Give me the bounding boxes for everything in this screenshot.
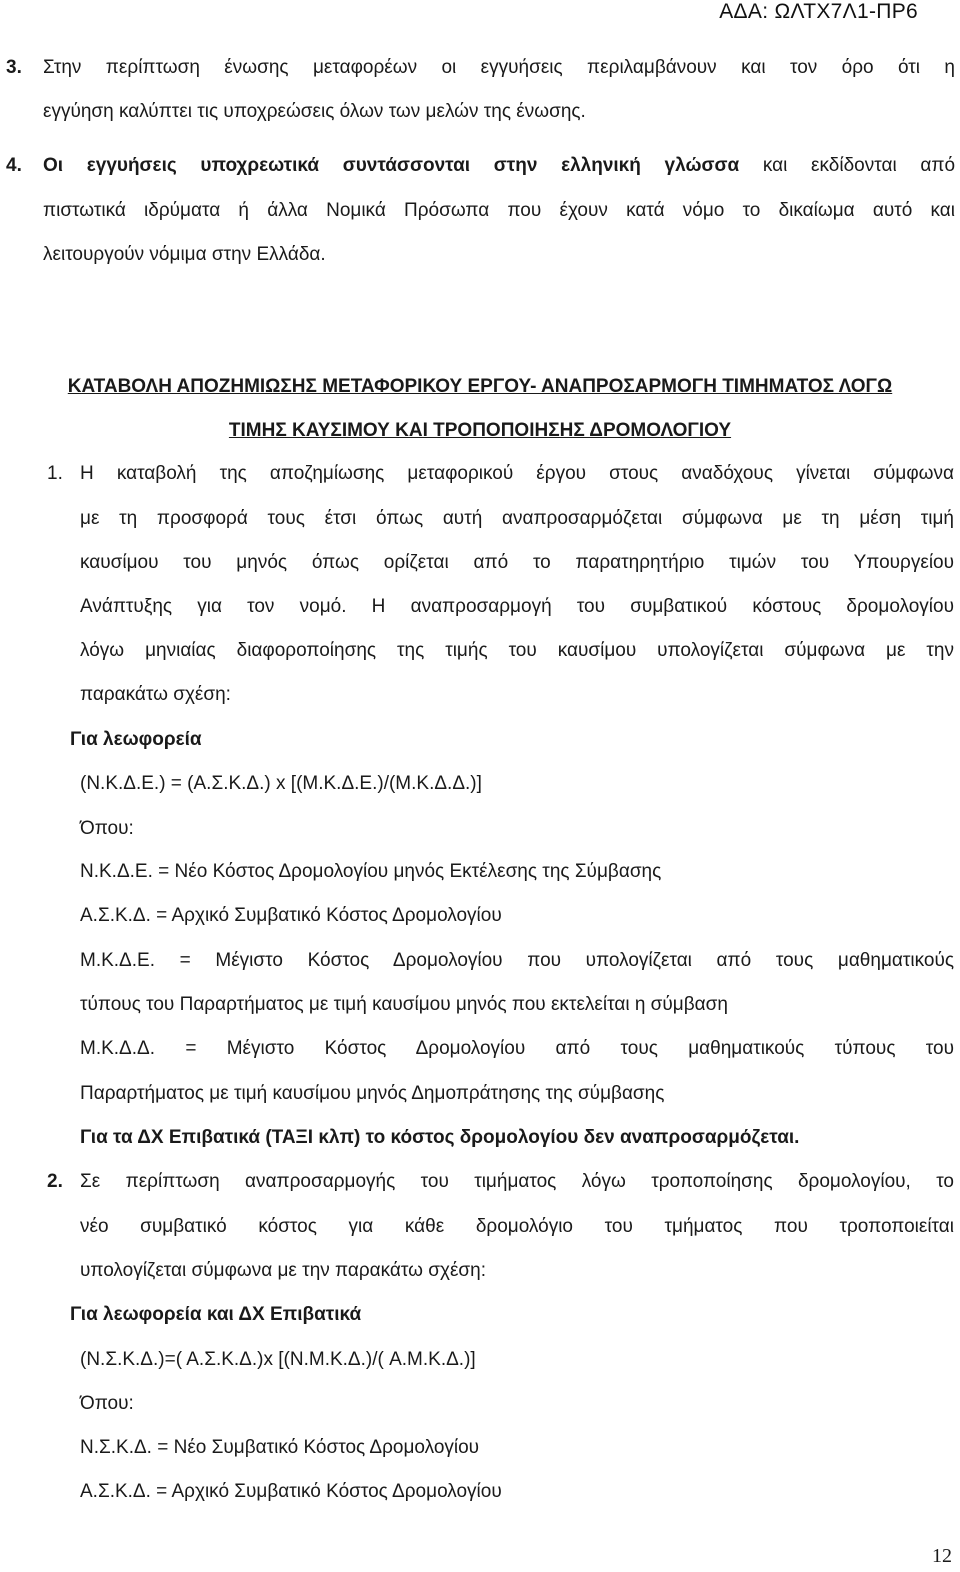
item4-line2: πιστωτικά ιδρύματα ή άλλα Νομικά Πρόσωπα που έχουν κατά νόμο το δικαίωμα αυτό και	[43, 200, 955, 221]
para-number: 2.	[47, 1171, 63, 1192]
para2-line1: Σε περίπτωση αναπροσαρμογής του τιμήματος λόγω τροποποίησης δρομολογίου, το	[80, 1171, 954, 1192]
formula-bus: (Ν.Κ.Δ.Ε.) = (Α.Σ.Κ.Δ.) x [(Μ.Κ.Δ.Ε.)/(Μ.Κ.Δ.Δ.)]	[80, 773, 482, 794]
definition-mkde-line2: τύπους του Παραρτήματος με τιμή καυσίμου μηνός που εκτελείται η σύμβαση	[80, 994, 728, 1015]
para1-line1: Η καταβολή της αποζημίωσης μεταφορικού έργου στους αναδόχους γίνεται σύμφωνα	[80, 463, 954, 484]
item4-line1	[43, 155, 955, 177]
definition-askd: Α.Σ.Κ.Δ. = Αρχικό Συμβατικό Κόστος Δρομολογίου	[80, 1481, 502, 1502]
ada-code: ΑΔΑ: ΩΛΤΧ7Λ1-ΠΡ6	[719, 0, 918, 23]
definition-askd: Α.Σ.Κ.Δ. = Αρχικό Συμβατικό Κόστος Δρομολογίου	[80, 905, 502, 926]
para1-line5: λόγω μηνιαίας διαφοροποίησης της τιμής του καυσίμου υπολογίζεται σύμφωνα με την	[80, 640, 954, 661]
para2-line2: νέο συμβατικό κόστος για κάθε δρομολόγιο του τμήματος που τροποποιείται	[80, 1216, 954, 1237]
definition-mkdd-line2: Παραρτήματος με τιμή καυσίμου μηνός Δημοπράτησης της σύμβασης	[80, 1083, 665, 1104]
where-label: Όπου:	[80, 818, 134, 839]
definition-mkde-line1: Μ.Κ.Δ.Ε. = Μέγιστο Κόστος Δρομολογίου που υπολογίζεται από τους μαθηματικούς	[80, 950, 954, 971]
section-title-line1: ΚΑΤΑΒΟΛΗ ΑΠΟΖΗΜΙΩΣΗΣ ΜΕΤΑΦΟΡΙΚΟΥ ΕΡΓΟΥ- ΑΝΑΠΡΟΣΑΡΜΟΓΗ ΤΙΜΗΜΑΤΟΣ ΛΟΓΩ	[67, 376, 893, 397]
para1-last-line: παρακάτω σχέση:	[80, 684, 231, 705]
bus-heading: Για λεωφορεία	[70, 729, 202, 750]
item3-line1: Στην περίπτωση ένωσης μεταφορέων οι εγγυήσεις περιλαμβάνουν και τον όρο ότι η	[43, 57, 955, 78]
page-number: 12	[932, 1545, 952, 1567]
definition-nskd: Ν.Σ.Κ.Δ. = Νέο Συμβατικό Κόστος Δρομολογίου	[80, 1437, 480, 1458]
taxi-note: Για τα ΔΧ Επιβατικά (ΤΑΞΙ κλπ) το κόστος δρομολογίου δεν αναπροσαρμόζεται.	[80, 1127, 800, 1148]
para1-line4: Ανάπτυξης για τον νομό. Η αναπροσαρμογή του συμβατικού κόστους δρομολογίου	[80, 596, 954, 617]
para-number: 1.	[47, 463, 63, 484]
item4-line3: λειτουργούν νόμιμα στην Ελλάδα.	[43, 244, 326, 265]
item-number: 3.	[6, 57, 22, 78]
item4-rest-text: και εκδίδονται από	[762, 155, 956, 176]
bus-taxi-heading: Για λεωφορεία και ΔΧ Επιβατικά	[70, 1304, 362, 1325]
where-label: Όπου:	[80, 1393, 134, 1414]
formula-route-change: (Ν.Σ.Κ.Δ.)=( Α.Σ.Κ.Δ.)x [(Ν.Μ.Κ.Δ.)/( Α.Μ.Κ.Δ.)]	[80, 1349, 476, 1370]
section-title-line2: ΤΙΜΗΣ ΚΑΥΣΙΜΟΥ ΚΑΙ ΤΡΟΠΟΠΟΙΗΣΗΣ ΔΡΟΜΟΛΟΓΙΟΥ	[228, 420, 732, 441]
definition-nkde: Ν.Κ.Δ.Ε. = Νέο Κόστος Δρομολογίου μηνός Εκτέλεσης της Σύμβασης	[80, 861, 662, 882]
para1-line2: με τη προσφορά τους έτσι όπως αυτή αναπροσαρμόζεται σύμφωνα με τη μέση τιμή	[80, 508, 954, 529]
para1-line3: καυσίμου του μηνός όπως ορίζεται από το παρατηρητήριο τιμών του Υπουργείου	[80, 552, 954, 573]
item3-line2: εγγύηση καλύπτει τις υποχρεώσεις όλων των μελών της ένωσης.	[43, 101, 586, 122]
para2-line3: υπολογίζεται σύμφωνα με την παρακάτω σχέση:	[80, 1260, 486, 1281]
item-number: 4.	[6, 155, 22, 176]
definition-mkdd-line1: Μ.Κ.Δ.Δ. = Μέγιστο Κόστος Δρομολογίου από τους μαθηματικούς τύπους του	[80, 1038, 954, 1059]
item4-bold-text: Οι εγγυήσεις υποχρεωτικά συντάσσονται στην ελληνική γλώσσα	[43, 155, 740, 176]
